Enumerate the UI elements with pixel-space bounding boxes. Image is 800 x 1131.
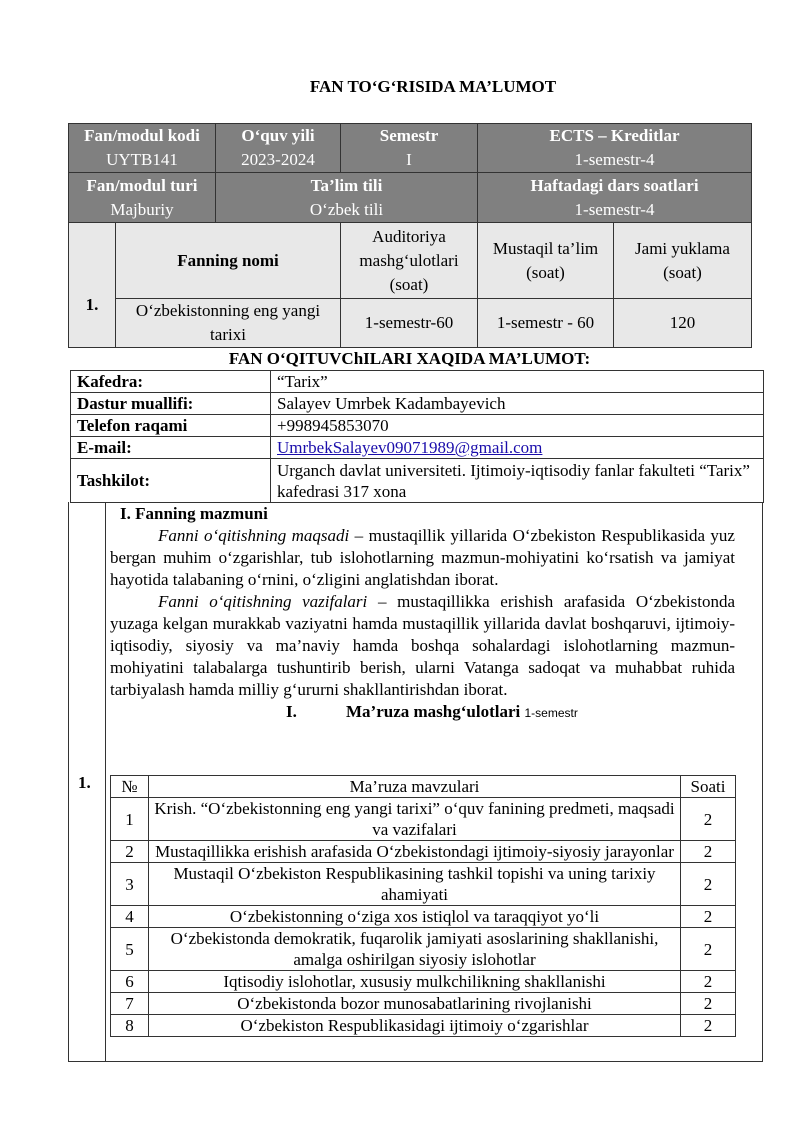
- content-row-number: 1.: [78, 773, 91, 792]
- lecture-hours: 2: [681, 928, 736, 971]
- study-year-cell: [216, 124, 341, 173]
- module-type-value: Majburiy: [110, 199, 174, 219]
- table-row: [111, 841, 736, 863]
- module-code-cell: [69, 124, 216, 173]
- table-row: [111, 863, 736, 906]
- content-section-heading: I. Fanning mazmuni: [120, 504, 268, 523]
- lecture-number: 8: [111, 1015, 149, 1037]
- course-info-table: [68, 123, 752, 348]
- lecture-hours: 2: [681, 863, 736, 906]
- teachers-section-title: FAN O‘QITUVChILARI XAQIDA MA’LUMOT:: [228, 349, 591, 368]
- course-name-header: Fanning nomi: [116, 223, 341, 299]
- organization-label: Tashkilot:: [71, 459, 271, 503]
- total-load-value: 120: [614, 299, 752, 348]
- lectures-header-number: №: [111, 776, 149, 798]
- author-label: Dastur muallifi:: [71, 393, 271, 415]
- course-tasks-paragraph: [110, 591, 735, 701]
- weekly-hours-label: Haftadagi dars soatlari: [530, 175, 699, 195]
- ects-cell: [478, 124, 752, 173]
- lecture-topic: Krish. “O‘zbekistonning eng yangi tarixi” o‘quv fanining predmeti, maqsadi va vazifalari: [149, 798, 681, 841]
- lecture-topic: O‘zbekistonda bozor munosabatlarining rivojlanishi: [149, 993, 681, 1015]
- lecture-number: 3: [111, 863, 149, 906]
- lectures-table: [110, 775, 736, 1037]
- course-goal-text: – mustaqillik yillarida O‘zbekiston Respublikasida yuz bergan muhim o‘zgarishlar, tub islohotlarning mazmun-mohiyatini ko‘rsatish va jamiyat hayotida talabaning o‘rnini, o‘zligini anglatishdan iborat.: [110, 526, 735, 589]
- semester-value: I: [406, 150, 412, 169]
- lecture-number: 1: [111, 798, 149, 841]
- course-goal-paragraph: [110, 525, 735, 591]
- language-value: O‘zbek tili: [309, 199, 384, 219]
- lecture-hours: 2: [681, 971, 736, 993]
- lecture-topic: O‘zbekistonda demokratik, fuqarolik jamiyati asoslarining shakllanishi, amalga oshirilgan siyosiy islohotlar: [149, 928, 681, 971]
- lectures-header-hours: Soati: [681, 776, 736, 798]
- lecture-hours: 2: [681, 906, 736, 928]
- table-row: [111, 906, 736, 928]
- lectures-heading-title: Ma’ruza mashg‘ulotlari: [346, 702, 521, 721]
- lectures-heading-number: I.: [286, 702, 297, 721]
- lecture-number: 6: [111, 971, 149, 993]
- weekly-hours-value: 1-semestr-4: [574, 199, 655, 219]
- email-cell: [271, 437, 764, 459]
- lecture-topic: O‘zbekiston Respublikasidagi ijtimoiy o‘zgarishlar: [149, 1015, 681, 1037]
- email-link[interactable]: UmrbekSalayev09071989@gmail.com: [277, 438, 543, 457]
- lecture-number: 2: [111, 841, 149, 863]
- module-code-label: Fan/modul kodi: [84, 126, 200, 145]
- email-label: E-mail:: [71, 437, 271, 459]
- lecture-topic: Mustaqil O‘zbekiston Respublikasining tashkil topishi va uning tarixiy ahamiyati: [149, 863, 681, 906]
- lecture-topic: Mustaqillikka erishish arafasida O‘zbekistondagi ijtimoiy-siyosiy jarayonlar: [149, 841, 681, 863]
- table-row: [111, 798, 736, 841]
- total-load-header: Jami yuklama (soat): [614, 223, 752, 299]
- language-label: Ta’lim tili: [310, 175, 383, 195]
- table-row: [111, 928, 736, 971]
- lecture-number: 7: [111, 993, 149, 1015]
- organization-value: Urganch davlat universiteti. Ijtimoiy-iqtisodiy fanlar fakulteti “Tarix” kafedrasi 317 xona: [271, 459, 764, 503]
- course-tasks-lead: Fanni o‘qitishning vazifalari: [158, 592, 368, 611]
- row-number: 1.: [69, 223, 116, 348]
- lecture-hours: 2: [681, 1015, 736, 1037]
- document-title: FAN TO‘G‘RISIDA MA’LUMOT: [309, 77, 557, 96]
- lecture-hours: 2: [681, 993, 736, 1015]
- course-name-value: O‘zbekistonning eng yangi tarixi: [116, 299, 341, 348]
- lectures-heading-semester: 1-semestr: [524, 706, 578, 720]
- teachers-table: [70, 370, 764, 503]
- auditorium-hours-header: Auditoriya mashg‘ulotlari (soat): [341, 223, 478, 299]
- table-row: [111, 971, 736, 993]
- course-goal-lead: Fanni o‘qitishning maqsadi: [158, 526, 350, 545]
- weekly-hours-cell: [478, 173, 752, 223]
- lecture-hours: 2: [681, 798, 736, 841]
- semester-label: Semestr: [379, 126, 439, 145]
- ects-label: ECTS – Kreditlar: [549, 126, 680, 145]
- lecture-topic: O‘zbekistonning o‘ziga xos istiqlol va taraqqiyot yo‘li: [149, 906, 681, 928]
- phone-label: Telefon raqami: [71, 415, 271, 437]
- language-cell: [216, 173, 478, 223]
- content-frame-divider: [105, 502, 106, 1062]
- lecture-number: 4: [111, 906, 149, 928]
- independent-study-value: 1-semestr - 60: [478, 299, 614, 348]
- phone-value: +998945853070: [271, 415, 764, 437]
- course-tasks-text: – mustaqillikka erishish arafasida O‘zbekistonda yuzaga kelgan murakkab vaziyatni hamda mustaqillik yillarida davlat boshqaruvi, ijtimoiy-iqtisodiy, siyosiy va ma’naviy hamda boshqa sohalardagi islohotlarning mazmun-mohiyatini talabalarga tushuntirib berish, ularni Vatanga sadoqat va muhabbat ruhida tarbiyalash hamda milliy g‘ururni shakllantirishdan iborat.: [110, 592, 735, 699]
- module-type-label: Fan/modul turi: [86, 175, 198, 195]
- module-type-cell: [69, 173, 216, 223]
- study-year-value: 2023-2024: [241, 150, 315, 169]
- lectures-header-topic: Ma’ruza mavzulari: [149, 776, 681, 798]
- semester-cell: [341, 124, 478, 173]
- course-content: [110, 503, 735, 724]
- lecture-hours: 2: [681, 841, 736, 863]
- lecture-topic: Iqtisodiy islohotlar, xususiy mulkchilikning shakllanishi: [149, 971, 681, 993]
- author-value: Salayev Umrbek Kadambayevich: [271, 393, 764, 415]
- table-row: [111, 1015, 736, 1037]
- module-code-value: UYTB141: [106, 150, 178, 169]
- department-value: “Tarix”: [271, 371, 764, 393]
- study-year-label: O‘quv yili: [241, 126, 315, 145]
- ects-value: 1-semestr-4: [574, 150, 655, 169]
- lectures-heading: [110, 701, 735, 724]
- independent-study-header: Mustaqil ta’lim (soat): [478, 223, 614, 299]
- department-label: Kafedra:: [71, 371, 271, 393]
- lecture-number: 5: [111, 928, 149, 971]
- auditorium-hours-value: 1-semestr-60: [341, 299, 478, 348]
- table-row: [111, 993, 736, 1015]
